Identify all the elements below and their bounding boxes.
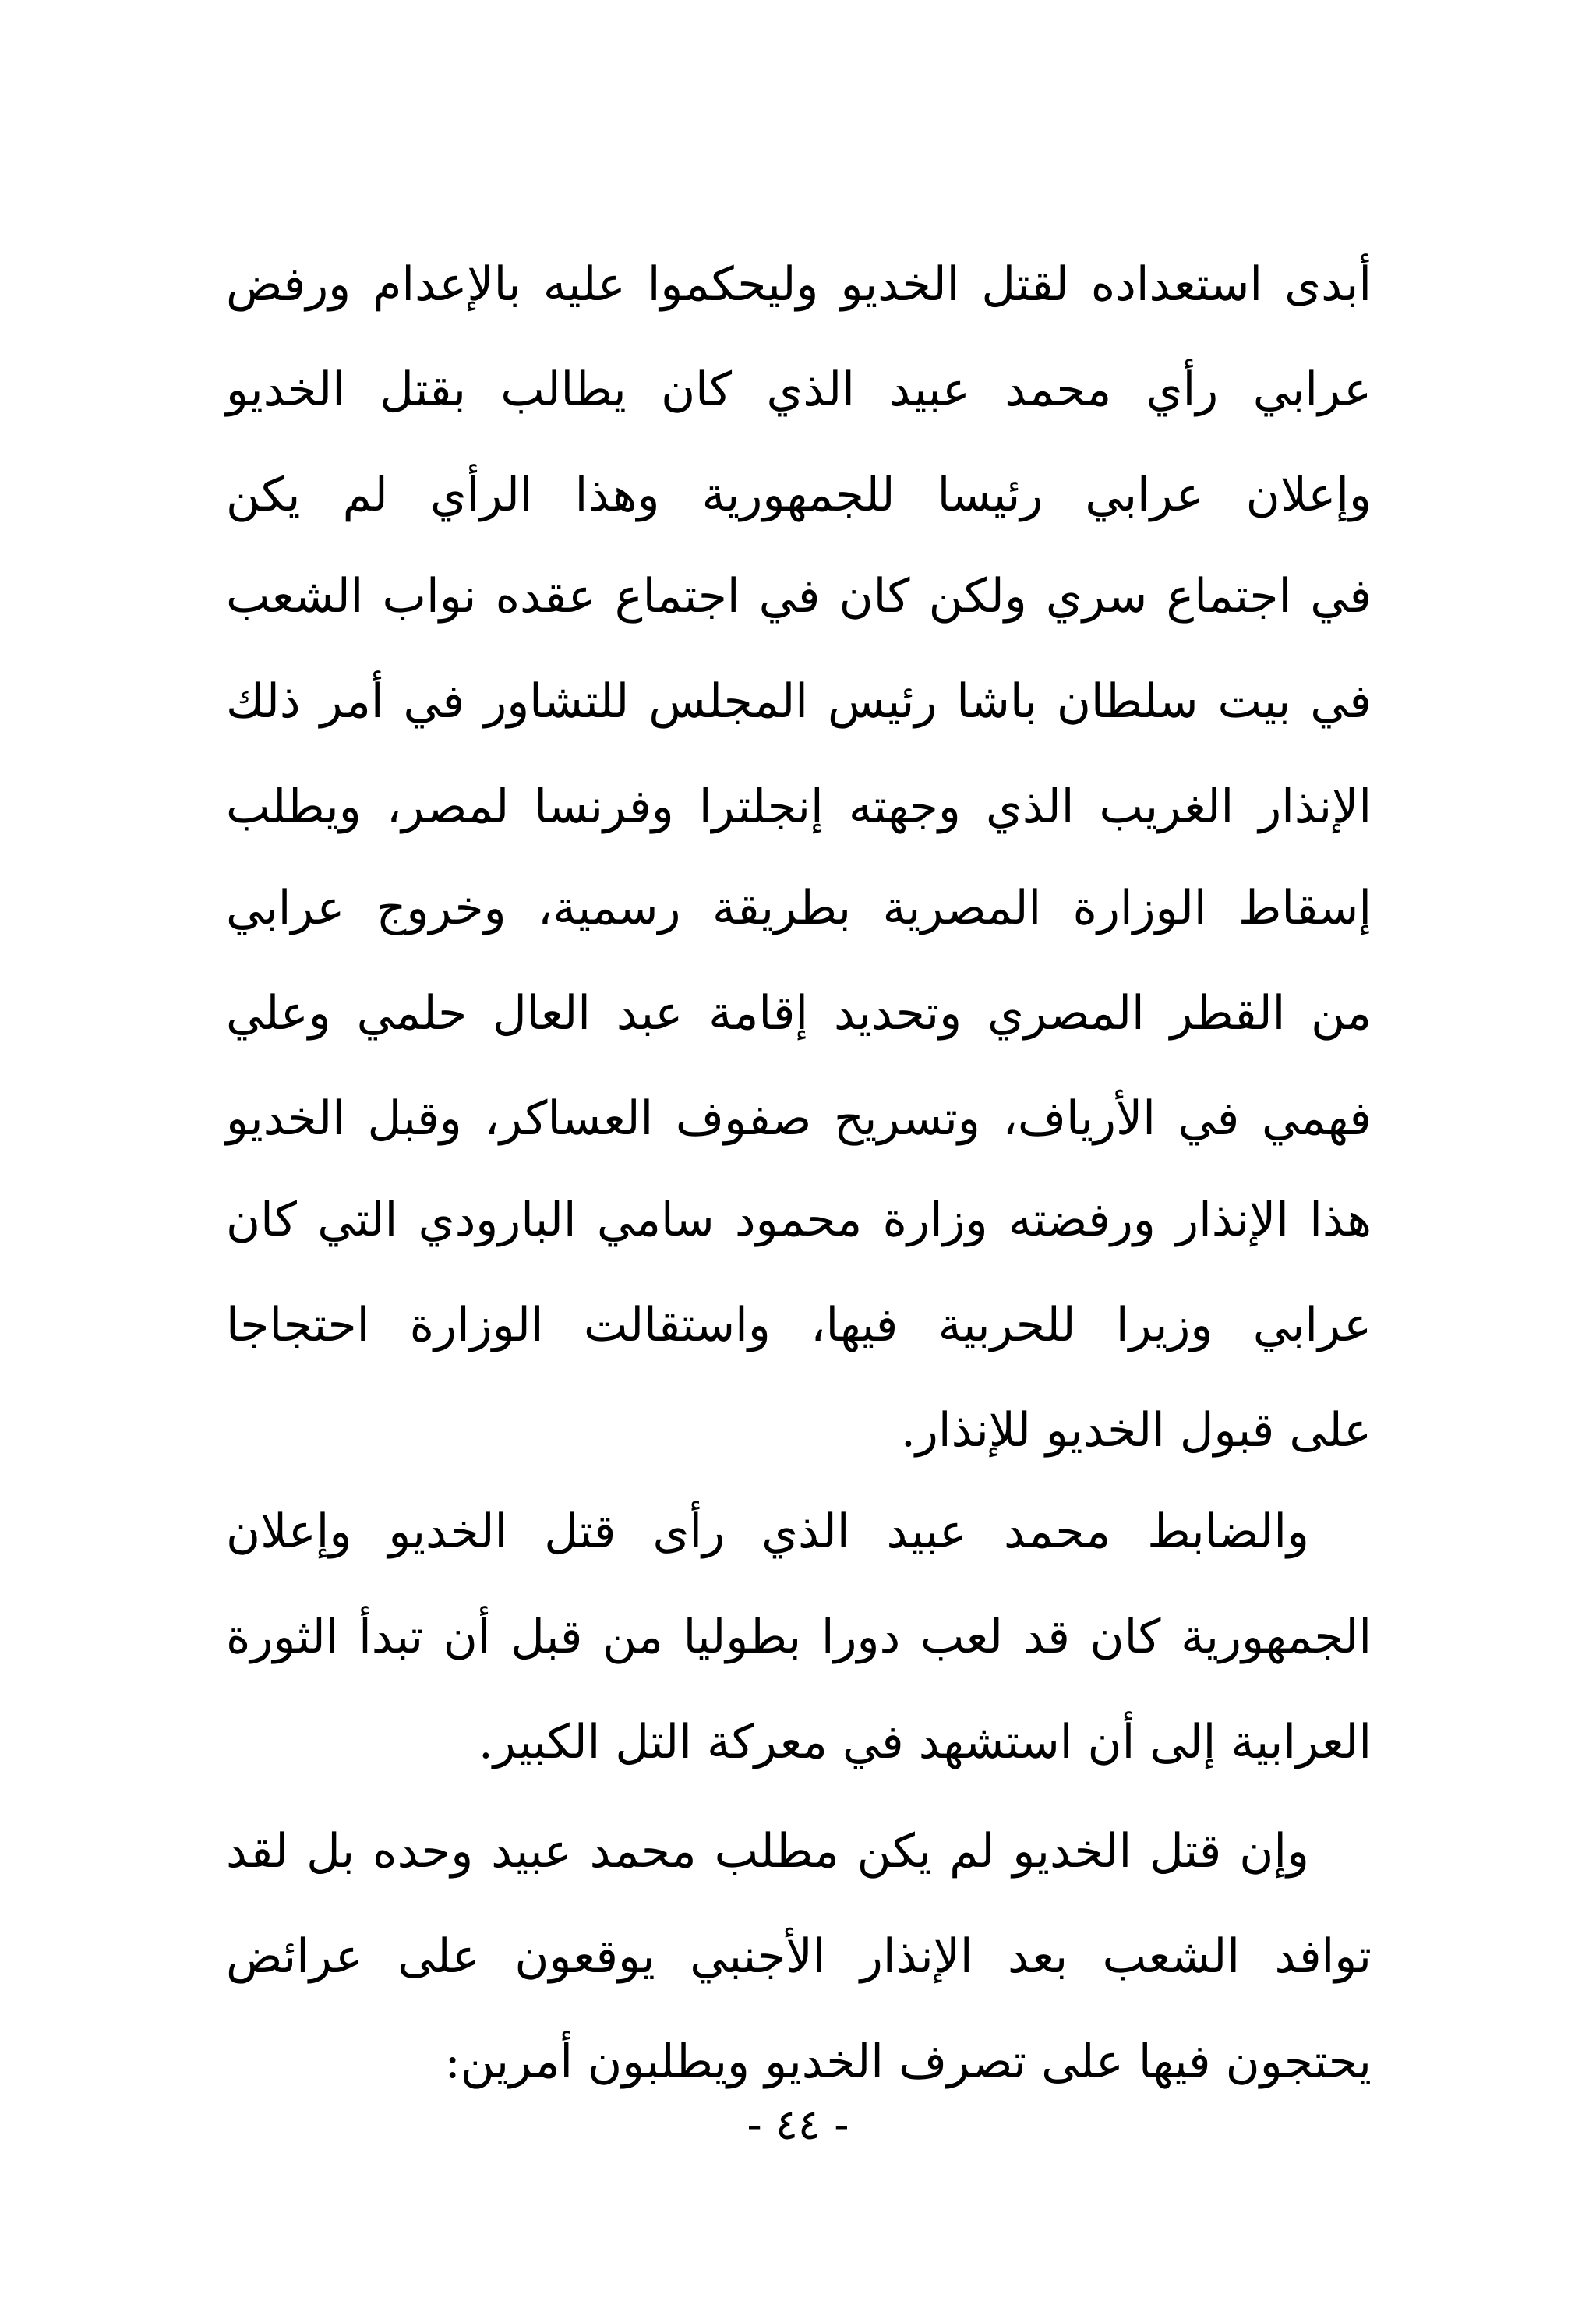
paragraph-1-line-9: فهمي في الأرياف، وتسريح صفوف العساكر، وقبل الخديو (226, 1091, 1372, 1146)
paragraph-1-line-4: في اجتماع سري ولكن كان في اجتماع عقده نواب الشعب (226, 569, 1372, 624)
paragraph-2-line-2: الجمهورية كان قد لعب دورا بطوليا من قبل أن تبدأ الثورة (226, 1610, 1372, 1664)
paragraph-1-line-3: وإعلان عرابي رئيسا للجمهورية وهذا الرأي لم يكن (226, 468, 1372, 522)
paragraph-1-line-2: عرابي رأي محمد عبيد الذي كان يطالب بقتل الخديو (226, 362, 1372, 417)
paragraph-1-line-5: في بيت سلطان باشا رئيس المجلس للتشاور في أمر ذلك (226, 674, 1372, 729)
paragraph-1-line-11: عرابي وزيرا للحربية فيها، واستقالت الوزارة احتجاجا (226, 1298, 1372, 1352)
paragraph-2-line-1: والضابط محمد عبيد الذي رأى قتل الخديو وإعلان (226, 1504, 1309, 1559)
paragraph-3-line-2: توافد الشعب بعد الإنذار الأجنبي يوقعون على عرائض (226, 1929, 1372, 1984)
paragraph-1-line-1: أبدى استعداده لقتل الخديو وليحكموا عليه بالإعدام ورفض (226, 257, 1372, 312)
paragraph-2-line-3: العرابية إلى أن استشهد في معركة التل الكبير. (478, 1715, 1372, 1769)
paragraph-1-line-12: على قبول الخديو للإنذار. (900, 1403, 1372, 1458)
paragraph-1-line-7: إسقاط الوزارة المصرية بطريقة رسمية، وخروج عرابي (226, 881, 1372, 935)
paragraph-3-line-3: يحتجون فيها على تصرف الخديو ويطلبون أمرين: (444, 2035, 1372, 2089)
paragraph-1-line-8: من القطر المصري وتحديد إقامة عبد العال حلمي وعلي (226, 986, 1372, 1041)
page-number: - ٤٤ - (747, 2100, 849, 2149)
paragraph-3-line-1: وإن قتل الخديو لم يكن مطلب محمد عبيد وحده بل لقد (226, 1824, 1309, 1879)
paragraph-1-line-6: الإنذار الغريب الذي وجهته إنجلترا وفرنسا لمصر، ويطلب (226, 780, 1372, 834)
paragraph-1-line-10: هذا الإنذار ورفضته وزارة محمود سامي البارودي التي كان (226, 1193, 1372, 1247)
